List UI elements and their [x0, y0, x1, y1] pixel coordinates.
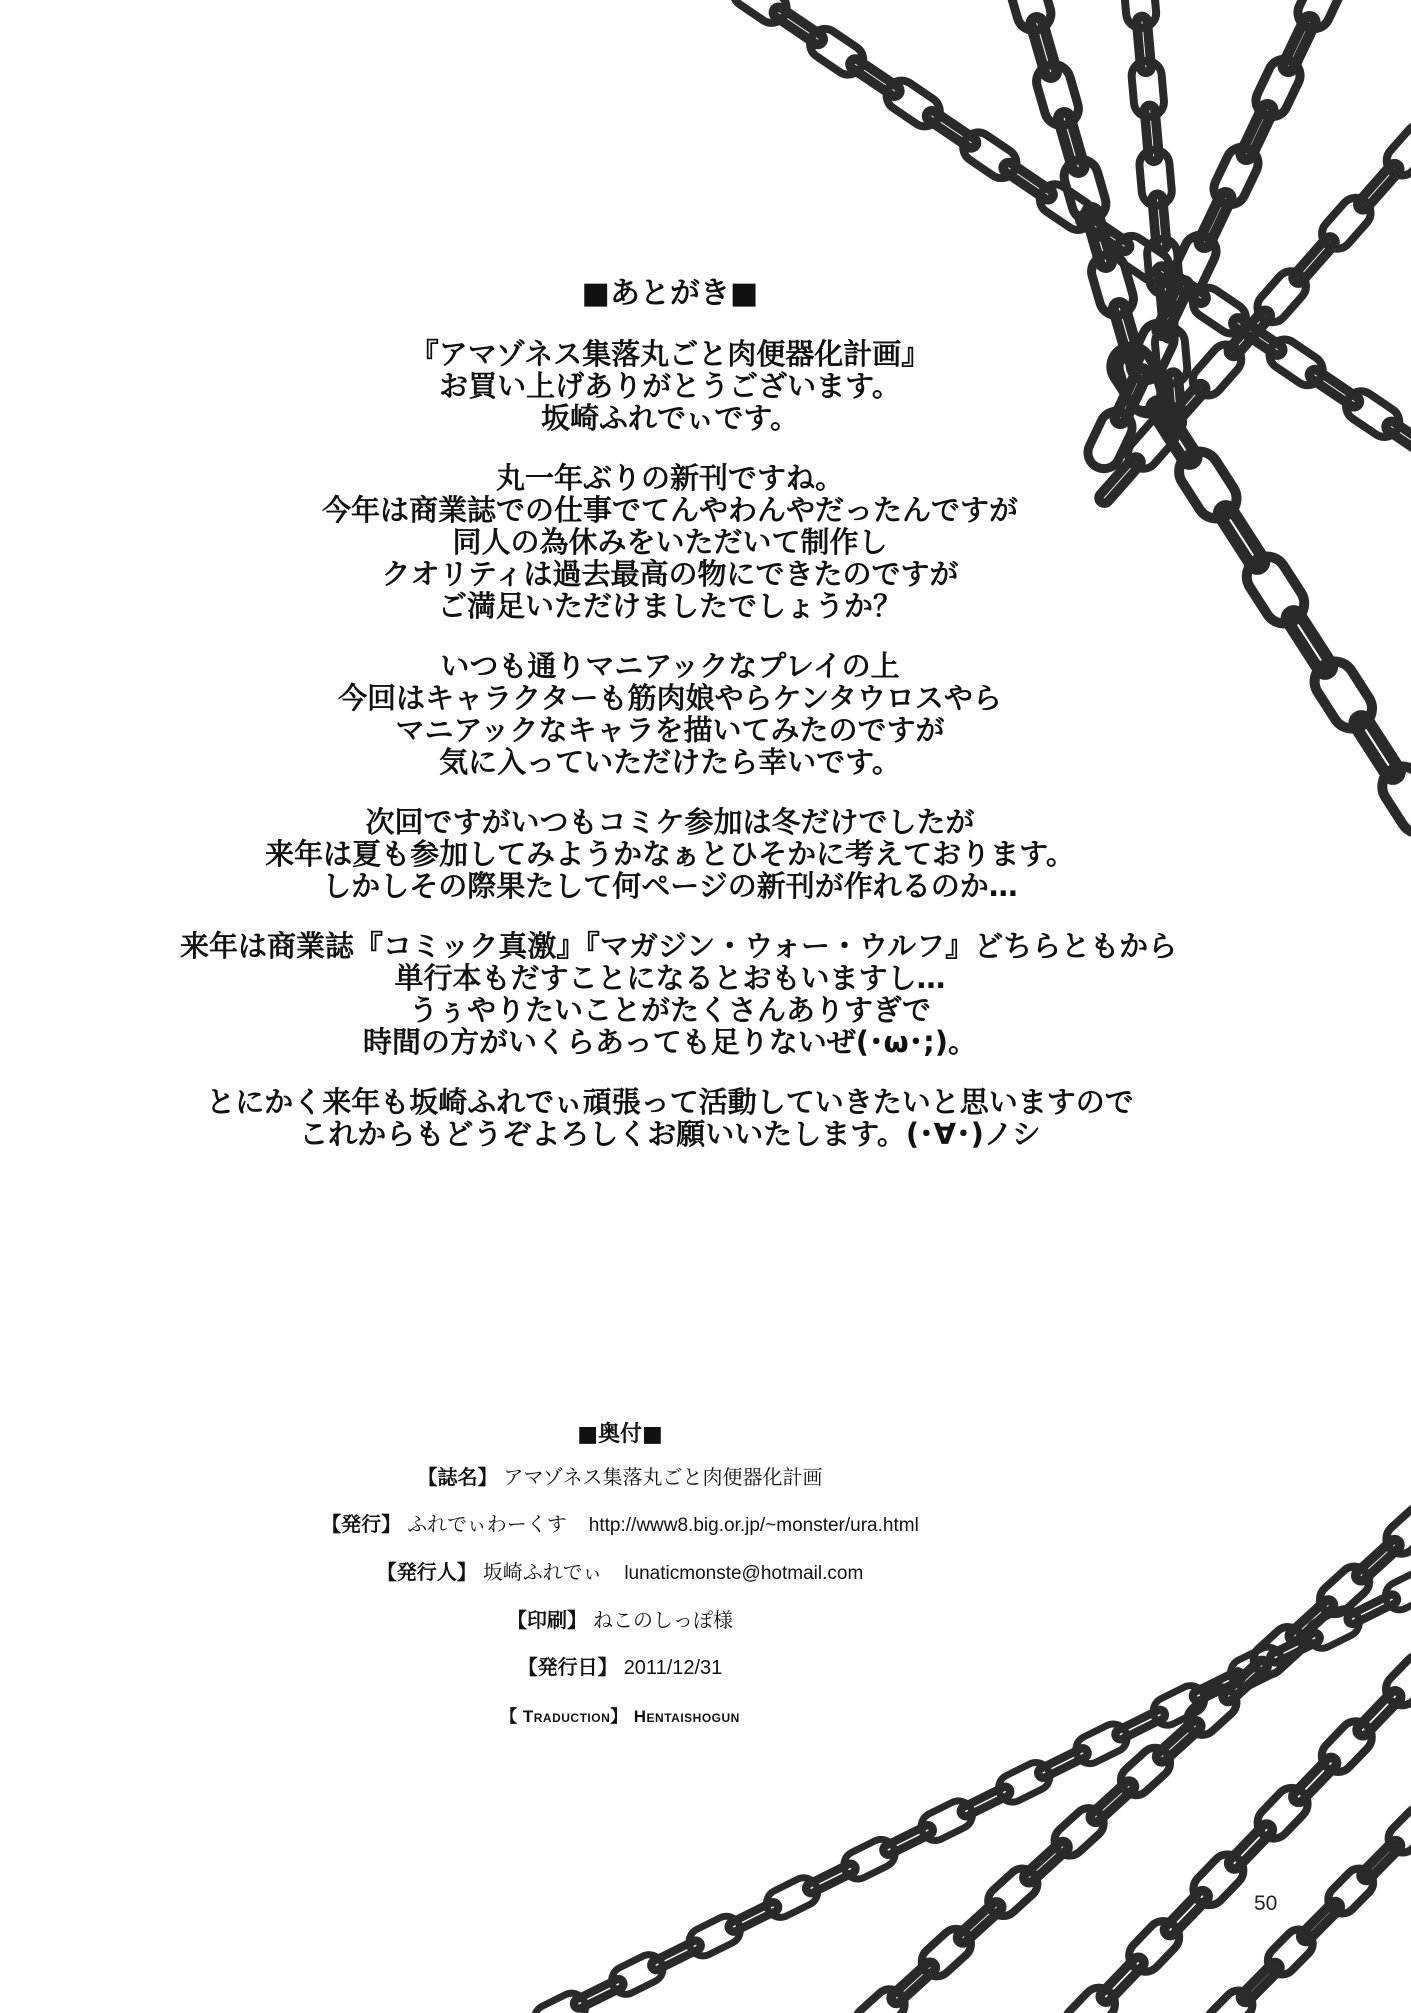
- chain-link: [1123, 0, 1158, 29]
- chain-link: [1138, 149, 1173, 207]
- chain-link: [1181, 1681, 1243, 1741]
- colophon-publisher-row: [230, 1511, 1010, 1539]
- chain-link: [1171, 444, 1244, 526]
- chain-link: [882, 1824, 935, 1857]
- chain-link: [804, 1862, 857, 1895]
- chain-link: [1287, 1598, 1335, 1643]
- chain-link: [1262, 1924, 1318, 1981]
- chain-link: [1022, 1839, 1070, 1884]
- chain-link: [1034, 178, 1099, 235]
- chain-link: [1299, 1900, 1343, 1944]
- chain-link: [916, 1923, 978, 1983]
- chain-link: [1191, 1670, 1244, 1703]
- publisher-url: http://www8.big.or.jp/~monster/ura.html: [588, 1515, 919, 1536]
- chain-link: [1239, 549, 1312, 631]
- chain-link: [1187, 282, 1252, 339]
- chain-link: [1269, 1631, 1322, 1664]
- colophon-title-label: 【誌名】: [417, 1465, 498, 1489]
- afterword-line: クオリティは過去最高の物にできたのですが: [381, 557, 959, 591]
- afterword-line: 次回ですがいつもコミケ参加は冬だけでしたが: [365, 805, 975, 839]
- afterword-line: これからもどうぞよろしくお願いいたします。(･∀･)ノシ: [299, 1117, 1041, 1151]
- chain-link: [1144, 105, 1159, 162]
- chain-link: [1264, 334, 1329, 391]
- chain-link: [1154, 264, 1208, 305]
- afterword-line: マニアックなキャラを描いてみたのですが: [395, 713, 945, 747]
- chain-link: [804, 23, 869, 80]
- afterword-line: 単行本もだすことになるとおもいますし…: [394, 961, 946, 995]
- colophon-issuer-row: [230, 1559, 1010, 1587]
- colophon-date-value: 2011/12/31: [623, 1657, 723, 1679]
- chain-link: [1167, 372, 1182, 429]
- chain-link: [1005, 0, 1055, 34]
- chain-link: [849, 1983, 911, 2013]
- chain-link: [1284, 608, 1335, 676]
- chain-link: [994, 1758, 1055, 1807]
- colophon-date-label: 【発行日】: [517, 1655, 618, 1679]
- colophon-title-row: [230, 1464, 1010, 1491]
- chain-link: [1251, 265, 1312, 328]
- chain-link: [839, 1835, 900, 1884]
- chain-link: [607, 1950, 668, 1999]
- chain-link: [925, 109, 979, 150]
- chain-link: [1088, 1779, 1136, 1824]
- afterword-line: 気に入っていただけたら幸いです。: [439, 745, 901, 779]
- afterword-paragraph-4: [180, 806, 1160, 902]
- colophon-translation-label: 【 Traduction】: [500, 1707, 628, 1726]
- chain-link: [881, 75, 946, 132]
- afterword-line: お買い上げありがとうございます。: [439, 369, 901, 403]
- colophon-printer-value: ねこのしっぽ様: [593, 1608, 733, 1632]
- chain-link: [1155, 279, 1191, 338]
- chain-link: [1375, 759, 1411, 841]
- colophon-heading: ■奥付■: [577, 1422, 663, 1447]
- afterword-line: ご満足いただけましたでしょうか？: [437, 589, 902, 623]
- chain-link: [1251, 54, 1306, 122]
- afterword-line: 来年は商業誌『コミック真激』『マガジン・ウォー・ウルフ』どちらともから: [180, 929, 1178, 963]
- chain-link: [1029, 16, 1058, 79]
- chain-link: [1316, 192, 1377, 255]
- chain-link: [1384, 419, 1411, 460]
- colophon-issuer-label: 【発行人】: [376, 1560, 477, 1584]
- chain-link: [1216, 503, 1267, 571]
- chain-link: [1167, 230, 1222, 298]
- chain-link: [1307, 368, 1361, 409]
- chain-link: [1221, 1658, 1269, 1703]
- chain-link: [728, 0, 793, 29]
- afterword-paragraph-3: [180, 650, 1160, 778]
- chain-link: [1340, 385, 1405, 442]
- chain-link: [1078, 212, 1132, 253]
- colophon-translation-value: Hentaishogun: [633, 1707, 740, 1726]
- chain-link: [1322, 1863, 1378, 1920]
- chain-link: [1148, 1681, 1209, 1730]
- chain-link: [1001, 161, 1055, 202]
- chain-link: [1152, 194, 1167, 251]
- chain-link: [1226, 308, 1272, 358]
- chain-link: [1238, 1961, 1282, 2005]
- chain-link: [982, 1862, 1044, 1922]
- chain-link: [650, 1939, 703, 1972]
- chain-link: [1381, 1565, 1411, 1614]
- chain-link: [1048, 1802, 1110, 1862]
- chain-link: [1136, 16, 1151, 73]
- chain-link: [771, 5, 825, 46]
- colophon-title-value: アマゾネス集落丸ごと肉便器化計画: [503, 1465, 823, 1489]
- chain-link: [1379, 1648, 1411, 1712]
- chain-link: [1291, 1755, 1339, 1805]
- colophon-publisher-value: ふれでぃわーくす: [407, 1512, 567, 1536]
- chain-link: [1162, 382, 1208, 432]
- chain-link: [1033, 61, 1083, 130]
- chain-link: [1291, 235, 1337, 285]
- chain-link: [1162, 1888, 1210, 1938]
- chain-link: [1115, 1742, 1177, 1802]
- chain-link: [1130, 60, 1165, 118]
- colophon-printer-row: [230, 1607, 1010, 1634]
- chain-link: [959, 1785, 1012, 1818]
- chain-link: [1187, 338, 1248, 401]
- chain-link: [1359, 1839, 1403, 1883]
- page-number: 50: [1254, 1892, 1278, 1915]
- colophon-translation-row: [230, 1702, 1010, 1730]
- chain-link: [1281, 15, 1317, 74]
- chain-link: [1239, 103, 1275, 162]
- chain-link: [1071, 1719, 1132, 1768]
- chain-link: [1247, 1621, 1309, 1681]
- chain-link: [1314, 1560, 1376, 1620]
- chain-link: [1226, 1822, 1274, 1872]
- afterword-line: 時間の方がいくらあっても足りないぜ(･ω･;)。: [362, 1025, 978, 1059]
- chain-link: [1251, 1781, 1314, 1845]
- chain-link: [1209, 142, 1264, 210]
- chain-link: [1383, 1802, 1411, 1859]
- chain-link: [1160, 283, 1175, 340]
- chain-link: [1114, 1708, 1167, 1741]
- chain-link: [1307, 654, 1380, 736]
- chain-link: [1084, 206, 1113, 269]
- afterword-paragraph-1: [180, 338, 1160, 434]
- chain-link: [955, 1900, 1003, 1945]
- chain-link: [1352, 713, 1403, 781]
- chain-link: [1231, 316, 1285, 357]
- chain-link: [1381, 118, 1411, 181]
- afterword-line: 同人の為休みをいただいて制作し: [452, 525, 888, 559]
- chain-link: [1355, 1689, 1403, 1739]
- chain-link: [1354, 1538, 1402, 1583]
- afterword-paragraph-2: [180, 462, 1160, 622]
- chain-link: [1098, 1955, 1146, 2005]
- chain-link: [572, 1977, 625, 2010]
- chain-link: [916, 1796, 977, 1845]
- afterword-line: 今回はキャラクターも筋肉娘やらケンタウロスやら: [338, 681, 1002, 715]
- afterword-heading: ■あとがき■: [581, 276, 759, 311]
- colophon-date-row: [230, 1654, 1010, 1682]
- chain-link: [1356, 162, 1402, 212]
- chain-link: [727, 1901, 780, 1934]
- afterword-line: 『アマゾネス集落丸ごと肉便器化計画』: [409, 337, 931, 371]
- chain-link: [684, 1912, 745, 1961]
- afterword-paragraph-6: [180, 1086, 1160, 1150]
- chain-link: [762, 1873, 823, 1922]
- chain-link: [957, 127, 1022, 184]
- afterword-line: いつも通りマニアックなプレイの上: [440, 649, 900, 683]
- chain-link: [1293, 0, 1348, 34]
- chain-link: [1037, 1747, 1090, 1780]
- chain-link: [1057, 111, 1086, 174]
- chain-link: [889, 1960, 937, 2005]
- chain-link: [1202, 1985, 1258, 2013]
- afterword-line: 丸一年ぶりの新刊ですね。: [495, 461, 844, 495]
- chain-link: [530, 1988, 591, 2013]
- chain-link: [1346, 1593, 1399, 1626]
- afterword-line: 坂崎ふれでぃです。: [540, 401, 800, 435]
- afterword-line: 来年は夏も参加してみようかなぁとひそかに考えております。: [265, 837, 1075, 871]
- chain-link: [1226, 1642, 1287, 1691]
- chain-link: [1060, 156, 1110, 225]
- chain-link: [1380, 1500, 1411, 1560]
- afterword-line: とにかく来年も坂崎ふれでぃ頑張って活動していきたいと思いますので: [206, 1085, 1134, 1119]
- chain-link: [1058, 1981, 1121, 2013]
- afterword-section: [180, 274, 1178, 1178]
- chain-link: [1154, 1719, 1202, 1764]
- chain-link: [848, 57, 902, 98]
- issuer-email: lunaticmonste@hotmail.com: [624, 1563, 864, 1584]
- colophon-printer-label: 【印刷】: [507, 1608, 587, 1632]
- chain-link: [1187, 1848, 1250, 1912]
- afterword-line: しかしその際果たして何ページの新刊が作れるのか…: [322, 869, 1018, 903]
- chain-link: [1197, 191, 1233, 250]
- afterword-line: 今年は商業誌での仕事でてんやわんやだったんですが: [321, 493, 1018, 527]
- chain-link: [1123, 1914, 1186, 1978]
- colophon-issuer-value: 坂崎ふれでぃ: [482, 1560, 603, 1584]
- afterword-line: うぅやりたいことがたくさんありすぎで: [408, 993, 931, 1027]
- chain-link: [1303, 1604, 1364, 1653]
- colophon-section: [230, 1420, 1010, 1750]
- afterword-paragraph-5: [180, 929, 1178, 1059]
- chain-link: [1315, 1715, 1378, 1779]
- colophon-publisher-label: 【発行】: [321, 1512, 402, 1536]
